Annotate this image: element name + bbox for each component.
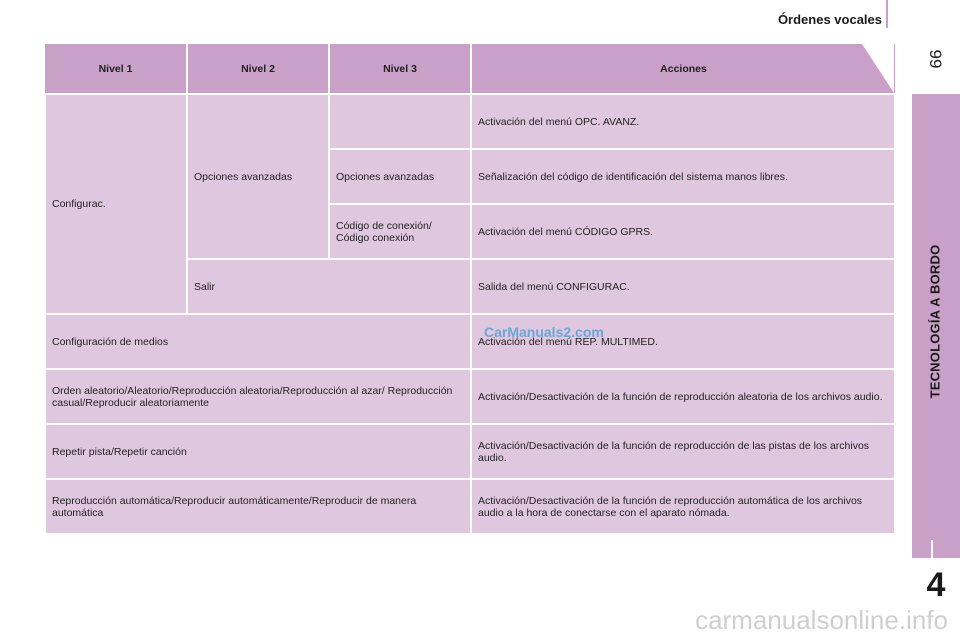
footer-watermark: carmanualsonline.info [695,605,948,635]
cell-opciones-avanzadas-l2: Opciones avanzadas [187,94,329,259]
tab-divider [931,540,933,558]
table-row [45,94,895,149]
header-nivel-1: Nivel 1 [45,44,187,94]
table-row [45,369,895,424]
cell-action: Activación/Desactivación de la función de reproducción de las pistas de los archivos audio. [471,424,895,479]
table-row [45,479,895,534]
chapter-number: 4 [926,566,946,604]
header-divider [886,0,888,28]
cell-command: Orden aleatorio/Aleatorio/Reproducción aleatoria/Reproducción al azar/ Reproducción casual/Reproducir aleatoriamente [45,369,471,424]
cell-action: Activación del menú REP. MULTIMED. [471,314,895,369]
header-corner-cut [862,44,894,93]
cell-command: Repetir pista/Repetir canción [45,424,471,479]
cell-action: Activación/Desactivación de la función de reproducción aleatoria de los archivos audio. [471,369,895,424]
cell-salir: Salir [187,259,471,314]
cell-action-salir: Salida del menú CONFIGURAC. [471,259,895,314]
cell-action-opc: Activación del menú OPC. AVANZ. [471,94,895,149]
page-number: 99 [926,49,945,69]
header-nivel-3: Nivel 3 [329,44,471,94]
cell-codigo-conexion: Código de conexión/ Código conexión [329,204,471,259]
chapter-side-tab [912,94,960,558]
header-nivel-2: Nivel 2 [187,44,329,94]
cell-action-codigo: Activación del menú CÓDIGO GPRS. [471,204,895,259]
cell-configurac: Configurac. [45,94,187,314]
voice-commands-table [44,44,896,535]
cell-action-senal: Señalización del código de identificación del sistema manos libres. [471,149,895,204]
section-title: Órdenes vocales [777,12,882,27]
header-acciones: Acciones [471,44,895,94]
table-row [45,314,895,369]
cell-opciones-avanzadas-l3: Opciones avanzadas [329,149,471,204]
cell-empty-l3 [329,94,471,149]
table-header-row [45,44,895,94]
cell-command: Reproducción automática/Reproducir automáticamente/Reproducir de manera automática [45,479,471,534]
cell-action: Activación/Desactivación de la función de reproducción automática de los archivos audio a la hora de conectarse con el aparato nómada. [471,479,895,534]
table-row [45,424,895,479]
cell-command: Configuración de medios [45,314,471,369]
watermark: CarManuals2.com [484,324,604,340]
chapter-label: TECNOLOGÍA A BORDO [927,244,943,399]
